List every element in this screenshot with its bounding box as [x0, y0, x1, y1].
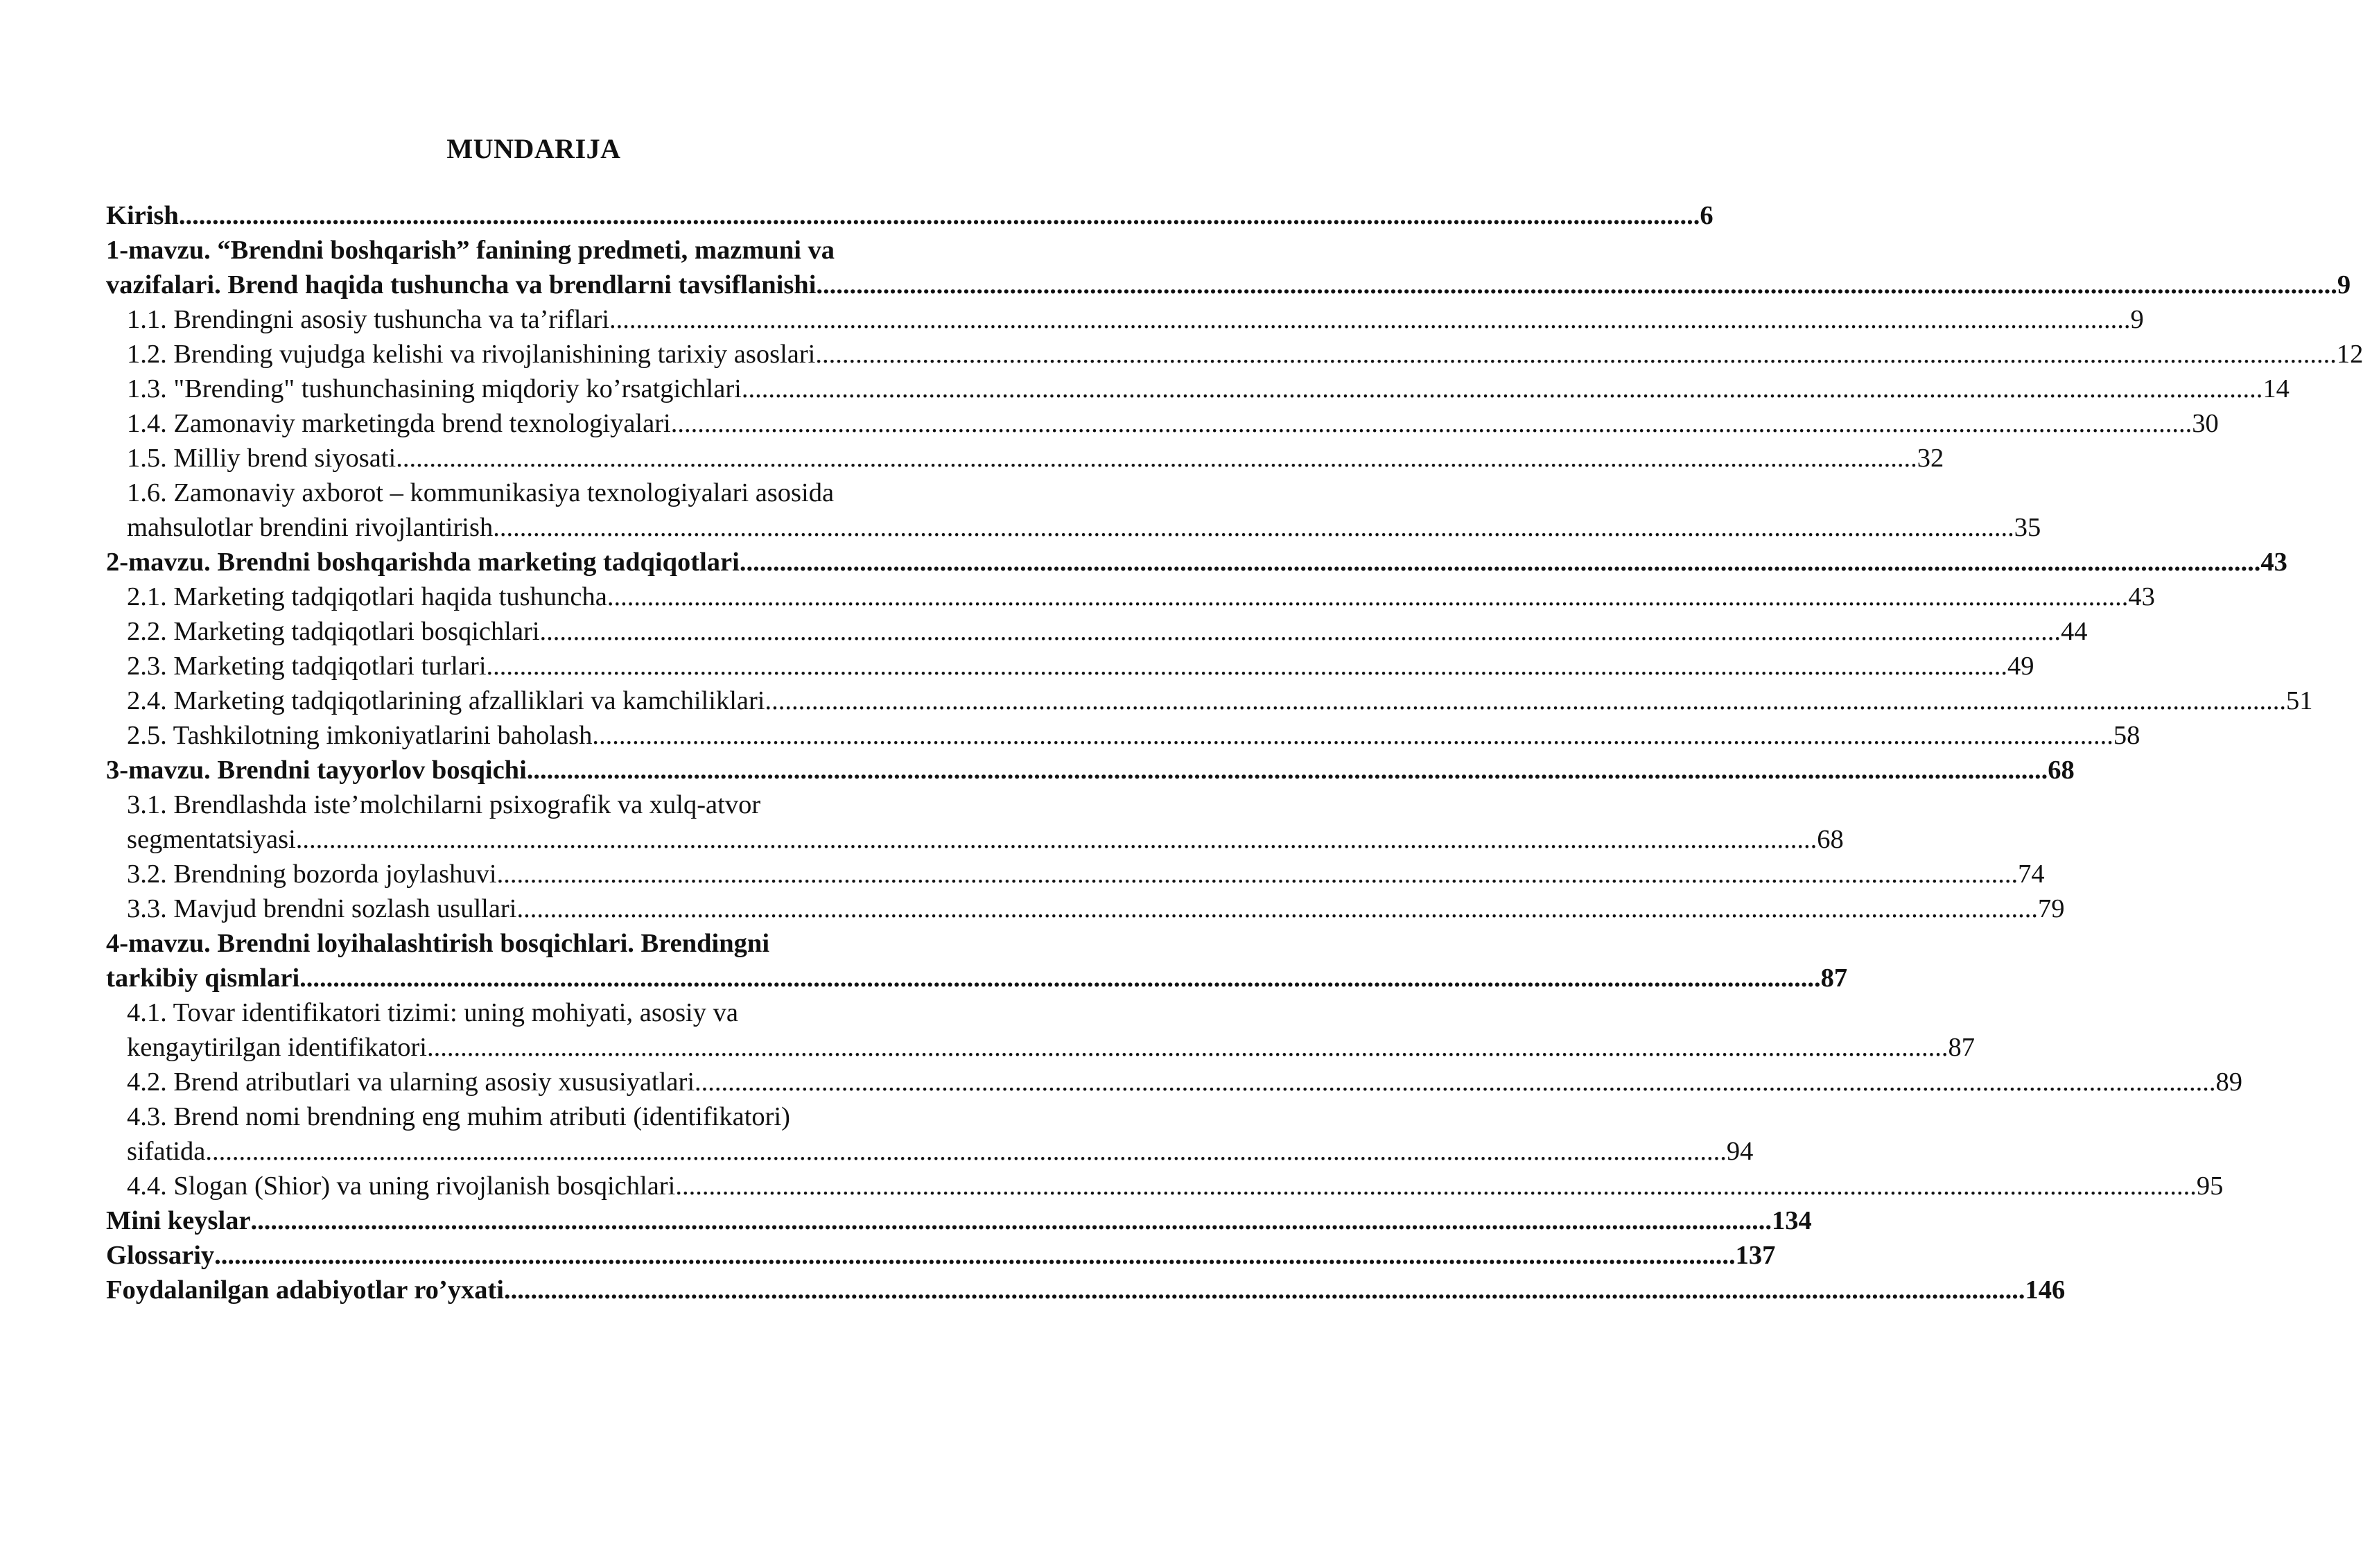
toc-entry-2-2[interactable]	[106, 614, 2088, 649]
toc-page-number: 44	[2061, 617, 2088, 646]
toc-entry-label: 3-mavzu. Brendni tayyorlov bosqichi	[106, 756, 527, 785]
leader-dots: ....................................................................................................................................................................................................................................	[670, 409, 2192, 438]
toc-entry-label: 1.5. Milliy brend siyosati	[127, 444, 396, 473]
toc-entry-1-1[interactable]	[106, 302, 2144, 337]
toc-page-number: 79	[2037, 894, 2065, 923]
leader-dots: ....................................................................................................................................................................................................................................	[741, 374, 2263, 403]
toc-page-number: 14	[2262, 374, 2290, 403]
toc-entry-3-3[interactable]	[106, 891, 2065, 926]
toc-entry-label: 2-mavzu. Brendni boshqarishda marketing tadqiqotlari	[106, 548, 740, 577]
toc-entry-2-5[interactable]	[106, 718, 2140, 753]
leader-dots: ....................................................................................................................................................................................................................................	[675, 1171, 2197, 1201]
leader-dots: ....................................................................................................................................................................................................................................	[205, 1137, 1727, 1166]
leader-dots: ....................................................................................................................................................................................................................................	[516, 894, 2038, 923]
toc-page-number: 49	[2007, 652, 2034, 681]
leader-dots: ....................................................................................................................................................................................................................................	[815, 340, 2337, 369]
leader-dots: ....................................................................................................................................................................................................................................	[816, 270, 2337, 299]
toc-entry-label: 1.1. Brendingni asosiy tushuncha va ta’riflari	[127, 305, 610, 334]
toc-entry-mavzu-2[interactable]	[106, 545, 2287, 580]
leader-dots: ....................................................................................................................................................................................................................................	[178, 201, 1700, 230]
toc-entry-4-3-line1[interactable]: 4.3. Brend nomi brendning eng muhim atributi (identifikatori)	[127, 1102, 790, 1131]
toc-entry-2-4[interactable]	[106, 683, 2313, 718]
toc-entry-label: 4.2. Brend atributlari va ularning asosiy xususiyatlari	[127, 1068, 695, 1097]
toc-page-number: 87	[1948, 1033, 1975, 1062]
toc-entry-label: 1.3. "Brending" tushunchasining miqdoriy ko’rsatgichlari	[127, 374, 742, 403]
toc-entry-1-6-line1[interactable]: 1.6. Zamonaviy axborot – kommunikasiya texnologiyalari asosida	[127, 478, 835, 507]
table-of-contents	[106, 198, 2363, 1307]
leader-dots: ....................................................................................................................................................................................................................................	[607, 582, 2129, 611]
toc-page-number: 74	[2018, 860, 2045, 889]
toc-entry-label: 2.4. Marketing tadqiqotlarining afzalliklari va kamchiliklari	[127, 686, 765, 715]
toc-entry-1-4[interactable]	[106, 406, 2219, 441]
toc-entry-label: Mini keyslar	[106, 1206, 251, 1235]
toc-page-number: 94	[1726, 1137, 1754, 1166]
leader-dots: ....................................................................................................................................................................................................................................	[396, 444, 1917, 473]
toc-page-number: 137	[1735, 1241, 1776, 1270]
leader-dots: ....................................................................................................................................................................................................................................	[739, 548, 2261, 577]
leader-dots: ....................................................................................................................................................................................................................................	[504, 1275, 2025, 1305]
toc-page-number: 87	[1820, 964, 1848, 993]
toc-page-number: 9	[2130, 305, 2144, 334]
toc-page-number: 32	[1917, 444, 1944, 473]
toc-entry-4-1[interactable]	[106, 1030, 1975, 1065]
toc-entry-label: 2.5. Tashkilotning imkoniyatlarini baholash	[127, 721, 593, 750]
toc-entry-label: sifatida	[127, 1137, 206, 1166]
toc-entry-adabiyotlar[interactable]	[106, 1273, 2066, 1307]
toc-page-number: 68	[1817, 825, 1844, 854]
leader-dots: ....................................................................................................................................................................................................................................	[765, 686, 2287, 715]
toc-entry-mavzu-4[interactable]	[106, 961, 1848, 995]
leader-dots: ....................................................................................................................................................................................................................................	[695, 1068, 2216, 1097]
leader-dots: ....................................................................................................................................................................................................................................	[299, 964, 1821, 993]
leader-dots: ....................................................................................................................................................................................................................................	[526, 756, 2048, 785]
toc-entry-label: vazifalari. Brend haqida tushuncha va brendlarni tavsiflanishi	[106, 270, 817, 299]
toc-entry-4-3[interactable]	[106, 1134, 1754, 1169]
toc-entry-label: segmentatsiyasi	[127, 825, 296, 854]
toc-entry-3-2[interactable]	[106, 857, 2045, 891]
toc-entry-label: 4.4. Slogan (Shior) va uning rivojlanish bosqichlari	[127, 1171, 676, 1201]
toc-entry-2-1[interactable]	[106, 580, 2155, 614]
toc-entry-label: 1.2. Brending vujudga kelishi va rivojlanishining tarixiy asoslari	[127, 340, 816, 369]
toc-entry-label: Kirish	[106, 201, 179, 230]
toc-entry-4-2[interactable]	[106, 1065, 2243, 1099]
toc-page-number: 35	[2014, 513, 2041, 542]
toc-entry-mavzu-1-line1[interactable]: 1-mavzu. “Brendni boshqarish” fanining predmeti, mazmuni va	[106, 236, 835, 265]
leader-dots: ....................................................................................................................................................................................................................................	[427, 1033, 1948, 1062]
toc-page-number: 58	[2113, 721, 2140, 750]
toc-page-number: 30	[2192, 409, 2219, 438]
toc-page-number: 68	[2048, 756, 2075, 785]
toc-entry-3-1-line1[interactable]: 3.1. Brendlashda iste’molchilarni psixografik va xulq-atvor	[127, 790, 761, 819]
toc-entry-label: Glossariy	[106, 1241, 215, 1270]
leader-dots: ....................................................................................................................................................................................................................................	[609, 305, 2131, 334]
toc-entry-1-2[interactable]	[106, 337, 2363, 372]
toc-entry-1-3[interactable]	[106, 372, 2290, 406]
page-title: MUNDARIJA	[446, 133, 621, 164]
toc-entry-label: 2.1. Marketing tadqiqotlari haqida tushuncha	[127, 582, 607, 611]
leader-dots: ....................................................................................................................................................................................................................................	[486, 652, 2008, 681]
toc-page-number: 12	[2336, 340, 2363, 369]
toc-entry-label: 2.2. Marketing tadqiqotlari bosqichlari	[127, 617, 540, 646]
leader-dots: ....................................................................................................................................................................................................................................	[250, 1206, 1772, 1235]
toc-entry-mavzu-1[interactable]	[106, 268, 2351, 302]
leader-dots: ....................................................................................................................................................................................................................................	[295, 825, 1817, 854]
toc-page-number: 146	[2025, 1275, 2066, 1305]
toc-entry-mavzu-4-line1[interactable]: 4-mavzu. Brendni loyihalashtirish bosqichlari. Brendingni	[106, 929, 770, 958]
toc-entry-label: Foydalanilgan adabiyotlar ro’yxati	[106, 1275, 505, 1305]
toc-entry-label: kengaytirilgan identifikatori	[127, 1033, 427, 1062]
toc-entry-label: 1.4. Zamonaviy marketingda brend texnologiyalari	[127, 409, 671, 438]
toc-entry-3-1[interactable]	[106, 822, 1844, 857]
toc-entry-label: mahsulotlar brendini rivojlantirish	[127, 513, 494, 542]
leader-dots: ....................................................................................................................................................................................................................................	[214, 1241, 1736, 1270]
toc-page-number: 95	[2196, 1171, 2224, 1201]
toc-entry-mavzu-3[interactable]	[106, 753, 2075, 787]
leader-dots: ....................................................................................................................................................................................................................................	[496, 860, 2018, 889]
toc-page-number: 6	[1700, 201, 1714, 230]
toc-entry-glossariy[interactable]	[106, 1238, 1776, 1273]
toc-page-number: 51	[2286, 686, 2313, 715]
toc-entry-1-6[interactable]	[106, 510, 2041, 545]
toc-page-number: 9	[2337, 270, 2351, 299]
toc-page-number: 43	[2260, 548, 2287, 577]
toc-entry-2-3[interactable]	[106, 649, 2034, 683]
toc-entry-label: 3.2. Brendning bozorda joylashuvi	[127, 860, 497, 889]
leader-dots: ....................................................................................................................................................................................................................................	[539, 617, 2061, 646]
toc-page-number: 134	[1772, 1206, 1812, 1235]
toc-entry-1-5[interactable]	[106, 441, 1944, 476]
toc-entry-mini-keyslar[interactable]	[106, 1203, 1812, 1238]
toc-entry-label: 3.3. Mavjud brendni sozlash usullari	[127, 894, 517, 923]
toc-entry-4-1-line1[interactable]: 4.1. Tovar identifikatori tizimi: uning mohiyati, asosiy va	[127, 998, 738, 1027]
toc-entry-kirish[interactable]	[106, 198, 1714, 233]
toc-entry-label: 2.3. Marketing tadqiqotlari turlari	[127, 652, 487, 681]
toc-page-number: 43	[2128, 582, 2155, 611]
toc-entry-4-4[interactable]	[106, 1169, 2224, 1203]
leader-dots: ....................................................................................................................................................................................................................................	[592, 721, 2113, 750]
toc-entry-label: tarkibiy qismlari	[106, 964, 300, 993]
toc-page-number: 89	[2215, 1068, 2243, 1097]
leader-dots: ....................................................................................................................................................................................................................................	[493, 513, 2014, 542]
